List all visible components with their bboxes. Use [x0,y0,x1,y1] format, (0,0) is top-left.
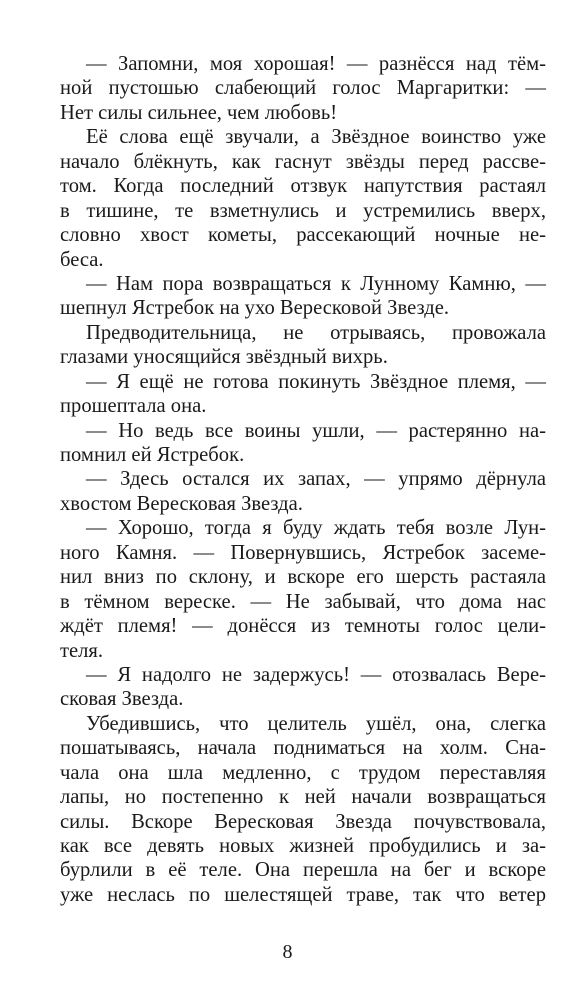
text-line: теля. [60,639,104,662]
text-line: лапы, но постепенно к ней начали возвращаться [60,786,546,809]
page-number: 8 [282,941,293,963]
text-line: ного Камня. — Повернувшись, Ястребок засеме- [60,541,546,564]
text-line: уже неслась по шелестящей траве, так что ветер [60,883,546,906]
text-line: помнил ей Ястребок. [60,444,245,466]
body-text [60,52,546,907]
text-line: прошептала она. [60,395,207,418]
text-line: Нет силы сильнее, чем любовь! [60,101,338,124]
text-line: как все девять новых жизней пробудились и за- [60,835,546,857]
text-line: том. Когда последний отзвук напутствия растаял [60,175,546,198]
text-line: — Я надолго не задержусь! — отозвалась Вере- [86,663,546,686]
text-line: шепнул Ястребок на ухо Вересковой Звезде. [60,297,450,320]
text-line: Её слова ещё звучали, а Звёздное воинство уже [86,126,546,149]
text-line: чала она шла медленно, с трудом переставляя [60,761,546,784]
text-line: ной пустошью слабеющий голос Маргаритки: — [60,77,546,100]
text-line: — Я ещё не готова покинуть Звёздное племя, — [86,370,546,393]
text-line: — Хорошо, тогда я буду ждать тебя возле Лун- [86,517,546,540]
text-line: нил вниз по склону, и вскоре его шерсть растаяла [60,566,546,589]
text-line: — Нам пора возвращаться к Лунному Камню, — [86,272,546,295]
text-line: беса. [60,248,104,271]
text-line: силы. Вскоре Вересковая Звезда почувствовала, [60,810,546,833]
text-line: начало блёкнуть, как гаснут звёзды перед рассве- [60,150,546,173]
text-line: пошатываясь, начала подниматься на холм. Сна- [60,737,546,760]
text-line: бурлили в её теле. Она перешла на бег и вскоре [60,859,546,882]
text-line: сковая Звезда. [60,688,184,711]
text-line: — Здесь остался их запах, — упрямо дёрнула [86,468,546,491]
text-line: Предводительница, не отрываясь, провожала [86,321,546,344]
text-line: ждёт племя! — донёсся из темноты голос цели- [60,615,546,638]
text-line: в тишине, те взметнулись и устремились вверх, [60,199,546,222]
text-line: — Но ведь все воины ушли, — растерянно на- [86,419,546,442]
text-line: хвостом Вересковая Звезда. [60,492,303,515]
text-line: в тёмном вереске. — Не забывай, что дома нас [60,590,546,613]
text-line: Убедившись, что целитель ушёл, она, слегка [86,712,546,735]
text-line: глазами уносящийся звёздный вихрь. [60,346,388,369]
text-line: — Запомни, моя хорошая! — разнёсся над тём- [86,53,546,75]
text-line: словно хвост кометы, рассекающий ночные не- [60,224,546,247]
